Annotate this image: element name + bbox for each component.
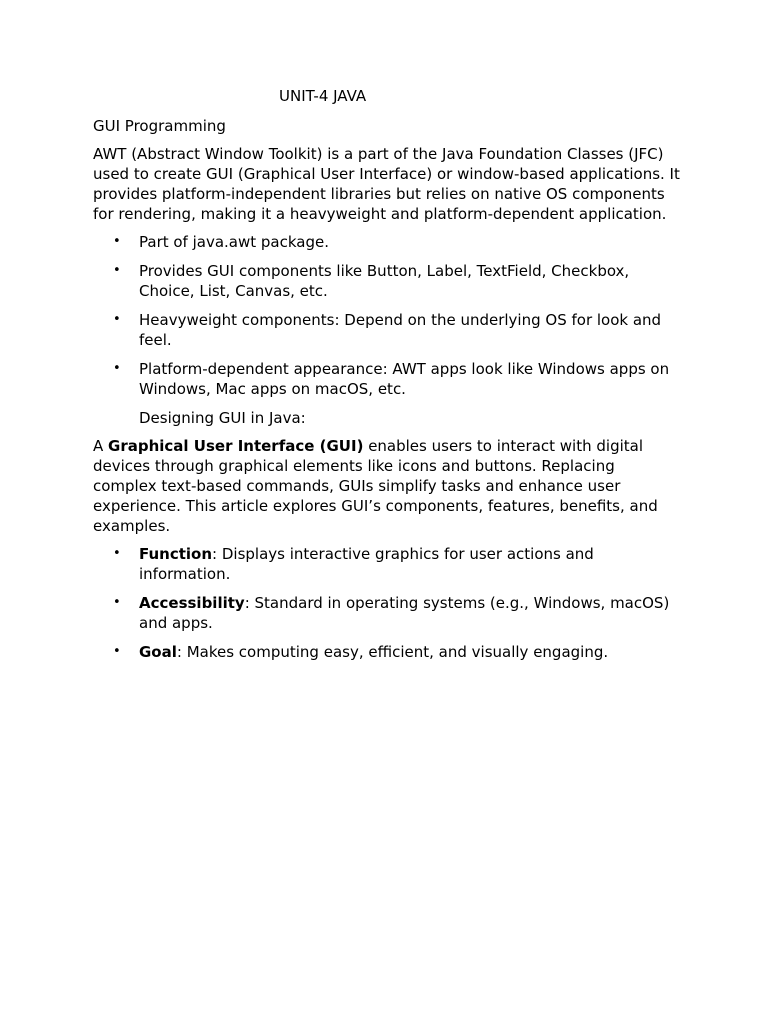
list-item [93, 261, 683, 301]
list-item-text: Provides GUI components like Button, Label, TextField, Checkbox, Choice, List, Canvas, etc. [139, 262, 630, 300]
section-heading: GUI Programming [93, 117, 226, 135]
subheading: Designing GUI in Java: [139, 409, 306, 427]
list-item-text: Part of java.awt package. [139, 233, 330, 251]
gui-paragraph [93, 436, 683, 536]
list-item [93, 232, 683, 252]
list-item-text: Platform-dependent appearance: AWT apps look like Windows apps on Windows, Mac apps on macOS, etc. [139, 360, 670, 398]
list-item [93, 310, 683, 350]
bullet-icon: • [113, 644, 121, 659]
bullet-icon: • [113, 312, 121, 327]
list-item [93, 593, 683, 633]
list-item [93, 544, 683, 584]
list-item [93, 359, 683, 399]
gui-paragraph-prefix: A [93, 437, 109, 455]
list-item [93, 642, 683, 662]
intro-paragraph: AWT (Abstract Window Toolkit) is a part of the Java Foundation Classes (JFC) used to create GUI (Graphical User Interface) or window-based applications. It provides platform-independent libraries but relies on native OS components for rendering, making it a heavyweight and platform-dependent application. [93, 145, 680, 223]
gui-paragraph-rest: enables users to interact with digital devices through graphical elements like icons and buttons. Replacing complex text-based commands, GUIs simplify tasks and enhance user experience. This article explores GUI’s components, features, benefits, and examples. [93, 437, 658, 535]
bullet-icon: • [113, 546, 121, 561]
bullet-icon: • [113, 263, 121, 278]
list-item-term: Goal [139, 643, 177, 661]
list-item-text: : Standard in operating systems (e.g., Windows, macOS) and apps. [139, 594, 670, 632]
document-page [93, 86, 683, 671]
document-title: UNIT-4 JAVA [279, 87, 367, 105]
bullet-icon: • [113, 595, 121, 610]
bullet-icon: • [113, 234, 121, 249]
list-item-term: Function [139, 545, 213, 563]
awt-points-list [93, 232, 683, 399]
gui-paragraph-bold: Graphical User Interface (GUI) [108, 437, 364, 455]
list-item-text: : Makes computing easy, efficient, and visually engaging. [176, 643, 609, 661]
list-item-text: : Displays interactive graphics for user actions and information. [139, 545, 594, 583]
list-item-text: Heavyweight components: Depend on the underlying OS for look and feel. [139, 311, 662, 349]
gui-points-list [93, 544, 683, 662]
bullet-icon: • [113, 361, 121, 376]
list-item-term: Accessibility [139, 594, 245, 612]
